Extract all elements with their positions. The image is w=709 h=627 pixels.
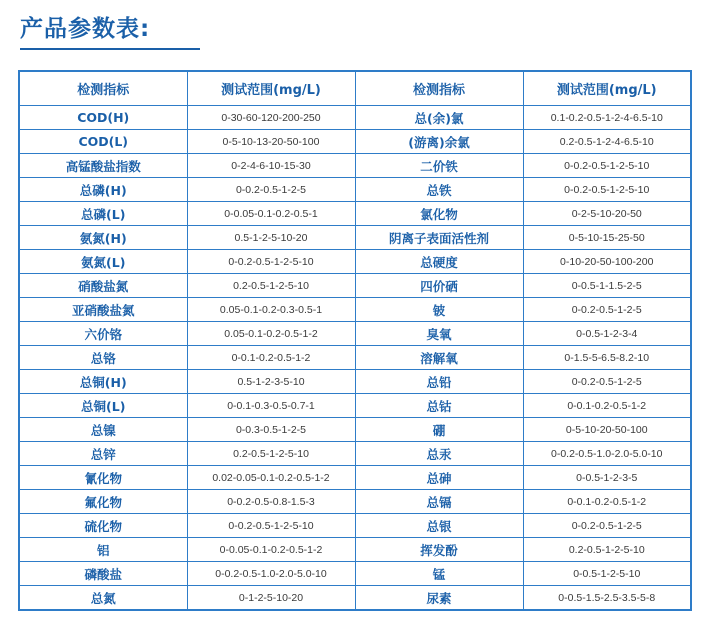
indicator-cell: 阴离子表面活性剂 bbox=[355, 226, 523, 250]
table-row bbox=[19, 562, 691, 586]
range-cell: 0-0.1-0.2-0.5-1-2 bbox=[187, 346, 355, 370]
range-cell: 0-0.1-0.2-0.5-1-2 bbox=[523, 394, 691, 418]
parameter-table bbox=[18, 70, 692, 611]
range-cell: 0-1-2-5-10-20 bbox=[187, 586, 355, 611]
range-cell: 0.2-0.5-1-2-5-10 bbox=[523, 538, 691, 562]
header-range: 测试范围(mg/L) bbox=[187, 71, 355, 106]
table-row bbox=[19, 154, 691, 178]
page-title: 产品参数表: bbox=[20, 16, 151, 42]
range-cell: 0.2-0.5-1-2-4-6.5-10 bbox=[523, 130, 691, 154]
range-cell: 0-0.1-0.2-0.5-1-2 bbox=[523, 490, 691, 514]
indicator-cell: 总氮 bbox=[19, 586, 187, 611]
indicator-cell: 总(余)氯 bbox=[355, 106, 523, 130]
range-cell: 0-0.5-1-2-5-10 bbox=[523, 562, 691, 586]
indicator-cell: 总磷(H) bbox=[19, 178, 187, 202]
indicator-cell: 磷酸盐 bbox=[19, 562, 187, 586]
table-row bbox=[19, 442, 691, 466]
table-row bbox=[19, 274, 691, 298]
range-cell: 0-0.5-1.5-2.5-3.5-5-8 bbox=[523, 586, 691, 611]
indicator-cell: 亚硝酸盐氮 bbox=[19, 298, 187, 322]
range-cell: 0.2-0.5-1-2-5-10 bbox=[187, 442, 355, 466]
indicator-cell: 锰 bbox=[355, 562, 523, 586]
indicator-cell: 总铬 bbox=[19, 346, 187, 370]
indicator-cell: 铍 bbox=[355, 298, 523, 322]
table-row bbox=[19, 130, 691, 154]
indicator-cell: 硫化物 bbox=[19, 514, 187, 538]
range-cell: 0-0.2-0.5-1-2-5-10 bbox=[187, 514, 355, 538]
indicator-cell: 总铁 bbox=[355, 178, 523, 202]
indicator-cell: (游离)余氯 bbox=[355, 130, 523, 154]
range-cell: 0-0.2-0.5-1-2-5-10 bbox=[187, 250, 355, 274]
table-header-row bbox=[19, 71, 691, 106]
range-cell: 0.1-0.2-0.5-1-2-4-6.5-10 bbox=[523, 106, 691, 130]
range-cell: 0-0.2-0.5-1.0-2.0-5.0-10 bbox=[187, 562, 355, 586]
title-underline bbox=[20, 48, 200, 50]
indicator-cell: 氯化物 bbox=[355, 202, 523, 226]
table-row bbox=[19, 202, 691, 226]
header-indicator: 检测指标 bbox=[355, 71, 523, 106]
range-cell: 0.02-0.05-0.1-0.2-0.5-1-2 bbox=[187, 466, 355, 490]
range-cell: 0-0.2-0.5-1-2-5-10 bbox=[523, 154, 691, 178]
indicator-cell: 氨氮(H) bbox=[19, 226, 187, 250]
indicator-cell: COD(L) bbox=[19, 130, 187, 154]
indicator-cell: 总砷 bbox=[355, 466, 523, 490]
indicator-cell: 溶解氧 bbox=[355, 346, 523, 370]
table-row bbox=[19, 514, 691, 538]
table-row bbox=[19, 178, 691, 202]
table-row bbox=[19, 394, 691, 418]
table-row bbox=[19, 322, 691, 346]
indicator-cell: 总镍 bbox=[19, 418, 187, 442]
indicator-cell: 氨氮(L) bbox=[19, 250, 187, 274]
range-cell: 0.5-1-2-5-10-20 bbox=[187, 226, 355, 250]
indicator-cell: 总磷(L) bbox=[19, 202, 187, 226]
header-range: 测试范围(mg/L) bbox=[523, 71, 691, 106]
range-cell: 0-30-60-120-200-250 bbox=[187, 106, 355, 130]
range-cell: 0-0.2-0.5-1-2-5-10 bbox=[523, 178, 691, 202]
indicator-cell: 总锌 bbox=[19, 442, 187, 466]
indicator-cell: 总镉 bbox=[355, 490, 523, 514]
table-row bbox=[19, 466, 691, 490]
table-row bbox=[19, 226, 691, 250]
range-cell: 0-0.1-0.3-0.5-0.7-1 bbox=[187, 394, 355, 418]
range-cell: 0-0.3-0.5-1-2-5 bbox=[187, 418, 355, 442]
indicator-cell: 臭氧 bbox=[355, 322, 523, 346]
range-cell: 0-0.5-1-2-3-4 bbox=[523, 322, 691, 346]
table-row bbox=[19, 106, 691, 130]
indicator-cell: 总硬度 bbox=[355, 250, 523, 274]
indicator-cell: 挥发酚 bbox=[355, 538, 523, 562]
range-cell: 0-1.5-5-6.5-8.2-10 bbox=[523, 346, 691, 370]
range-cell: 0-10-20-50-100-200 bbox=[523, 250, 691, 274]
indicator-cell: 总银 bbox=[355, 514, 523, 538]
indicator-cell: 二价铁 bbox=[355, 154, 523, 178]
table-row bbox=[19, 538, 691, 562]
range-cell: 0.2-0.5-1-2-5-10 bbox=[187, 274, 355, 298]
range-cell: 0-0.5-1-2-3-5 bbox=[523, 466, 691, 490]
range-cell: 0-0.05-0.1-0.2-0.5-1 bbox=[187, 202, 355, 226]
table-row bbox=[19, 250, 691, 274]
range-cell: 0.05-0.1-0.2-0.5-1-2 bbox=[187, 322, 355, 346]
table-row bbox=[19, 586, 691, 611]
indicator-cell: 氟化物 bbox=[19, 490, 187, 514]
indicator-cell: 总钴 bbox=[355, 394, 523, 418]
indicator-cell: 尿素 bbox=[355, 586, 523, 611]
indicator-cell: 硼 bbox=[355, 418, 523, 442]
range-cell: 0-0.2-0.5-1.0-2.0-5.0-10 bbox=[523, 442, 691, 466]
range-cell: 0.05-0.1-0.2-0.3-0.5-1 bbox=[187, 298, 355, 322]
indicator-cell: 总汞 bbox=[355, 442, 523, 466]
range-cell: 0-0.2-0.5-1-2-5 bbox=[523, 370, 691, 394]
range-cell: 0-0.2-0.5-1-2-5 bbox=[187, 178, 355, 202]
indicator-cell: 四价硒 bbox=[355, 274, 523, 298]
range-cell: 0-2-4-6-10-15-30 bbox=[187, 154, 355, 178]
indicator-cell: 氰化物 bbox=[19, 466, 187, 490]
indicator-cell: 六价铬 bbox=[19, 322, 187, 346]
range-cell: 0-5-10-13-20-50-100 bbox=[187, 130, 355, 154]
table-row bbox=[19, 490, 691, 514]
range-cell: 0-5-10-15-25-50 bbox=[523, 226, 691, 250]
indicator-cell: COD(H) bbox=[19, 106, 187, 130]
indicator-cell: 总铜(L) bbox=[19, 394, 187, 418]
indicator-cell: 总铜(H) bbox=[19, 370, 187, 394]
range-cell: 0-0.2-0.5-0.8-1.5-3 bbox=[187, 490, 355, 514]
indicator-cell: 硝酸盐氮 bbox=[19, 274, 187, 298]
table-row bbox=[19, 418, 691, 442]
table-body bbox=[19, 106, 691, 611]
range-cell: 0-0.2-0.5-1-2-5 bbox=[523, 514, 691, 538]
indicator-cell: 总铅 bbox=[355, 370, 523, 394]
range-cell: 0-0.05-0.1-0.2-0.5-1-2 bbox=[187, 538, 355, 562]
header-indicator: 检测指标 bbox=[19, 71, 187, 106]
range-cell: 0-5-10-20-50-100 bbox=[523, 418, 691, 442]
table-row bbox=[19, 370, 691, 394]
range-cell: 0-0.2-0.5-1-2-5 bbox=[523, 298, 691, 322]
table-row bbox=[19, 346, 691, 370]
range-cell: 0-2-5-10-20-50 bbox=[523, 202, 691, 226]
table-row bbox=[19, 298, 691, 322]
range-cell: 0-0.5-1-1.5-2-5 bbox=[523, 274, 691, 298]
indicator-cell: 铝 bbox=[19, 538, 187, 562]
range-cell: 0.5-1-2-3-5-10 bbox=[187, 370, 355, 394]
indicator-cell: 高锰酸盐指数 bbox=[19, 154, 187, 178]
